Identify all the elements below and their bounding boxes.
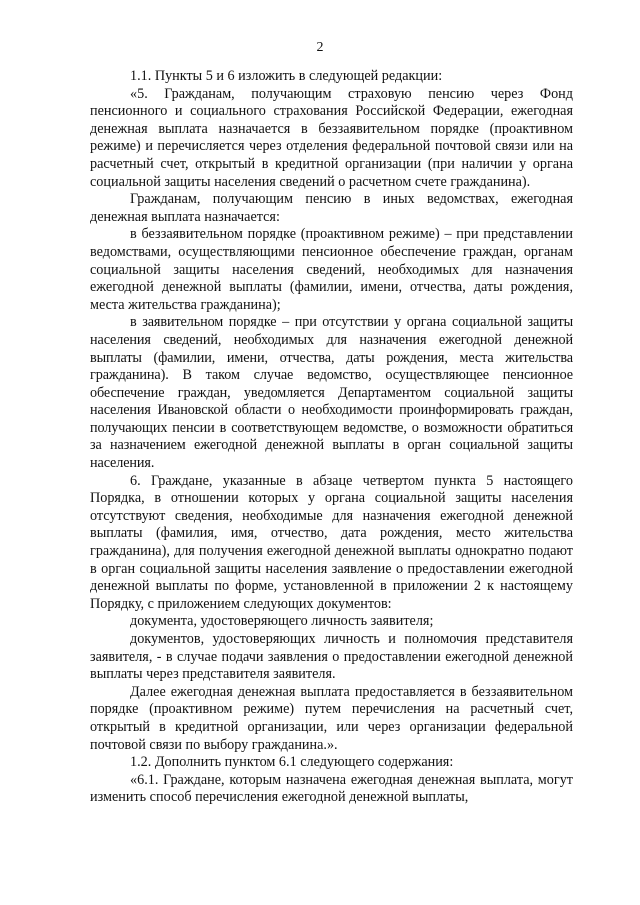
paragraph-further-payment: Далее ежегодная денежная выплата предоставляется в беззаявительном порядке (проактивном режиме) путем перечисления на расчетный счет, открытый в кредитной организации, или через организации федеральной почтовой связи по выбору гражданина.». xyxy=(90,683,573,753)
page-number: 2 xyxy=(316,40,324,55)
paragraph-1-1: 1.1. Пункты 5 и 6 изложить в следующей редакции: xyxy=(130,68,443,84)
paragraph-item-6-1: «6.1. Граждане, которым назначена ежегодная денежная выплата, могут изменить способ перечисления ежегодной денежной выплаты, xyxy=(90,771,573,806)
paragraph-representative-documents: документов, удостоверяющих личность и полномочия представителя заявителя, - в случае подачи заявления о предоставлении ежегодной денежной выплаты через представителя заявителя. xyxy=(90,631,573,683)
document-body xyxy=(90,68,573,807)
paragraph-proactive-mode: в беззаявительном порядке (проактивном режиме) – при представлении ведомствами, осуществляющими пенсионное обеспечение граждан, органам социальной защиты населения сведений, необходимых для назначения ежегодной денежной выплаты (фамилии, имени, отчества, даты рождения, места жительства гражданина); xyxy=(90,226,573,313)
paragraph-identity-document: документа, удостоверяющего личность заявителя; xyxy=(130,613,434,630)
paragraph-other-agencies: Гражданам, получающим пенсию в иных ведомствах, ежегодная денежная выплата назначается: xyxy=(90,191,573,225)
paragraph-1-2: 1.2. Дополнить пунктом 6.1 следующего содержания: xyxy=(130,754,454,771)
paragraph-item-6: 6. Граждане, указанные в абзаце четвертом пункта 5 настоящего Порядка, в отношении которых у органа социальной защиты населения отсутствуют сведения, необходимые для назначения ежегодной денежной выплаты (фамилия, имя, отчество, дата рождения, место жительства гражданина), для получения ежегодной денежной выплаты однократно подают в орган социальной защиты населения заявление о предоставлении ежегодной денежной выплаты по форме, установленной в приложении 2 к настоящему Порядку, с приложением следующих документов: xyxy=(90,472,573,612)
paragraph-item-5: «5. Гражданам, получающим страховую пенсию через Фонд пенсионного и социального страхования Российской Федерации, ежегодная денежная выплата назначается в беззаявительном порядке (проактивном режиме) и перечисляется через отделения федеральной почтовой связи или на расчетный счет, открытый в кредитной организации (при наличии у органа социальной защиты населения сведений о расчетном счете гражданина). xyxy=(90,85,573,190)
paragraph-application-mode: в заявительном порядке – при отсутствии у органа социальной защиты населения сведений, необходимых для назначения ежегодной денежной выплаты (фамилии, имени, отчества, даты рождения, места жительства гражданина). В таком случае ведомство, осуществляющее пенсионное обеспечение граждан, уведомляется Департаментом социальной защиты населения Ивановской области о необходимости проинформировать граждан, получающих пенсии в соответствующем ведомстве, о возможности обратиться за назначением ежегодной денежной выплаты в орган социальной защиты населения. xyxy=(90,314,573,472)
